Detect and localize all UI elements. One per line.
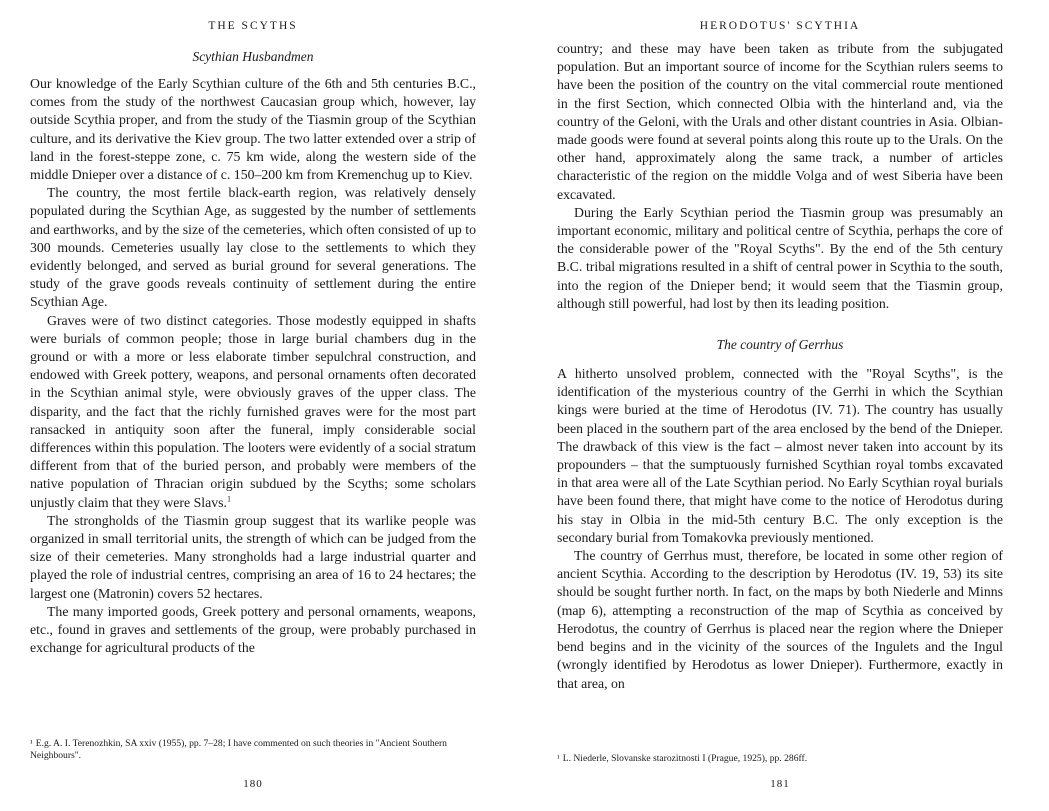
page-body [557,40,1003,693]
page-number: 181 [770,778,790,790]
paragraph: The strongholds of the Tiasmin group suggest that its warlike people was organized in small territorial units, the strength of which can be judged from the size of their cemeteries. Many strongholds had a large industrial quarter and played the role of industrial centres, comprising an area of 16 to 24 hectares; the largest one (Matronin) covers 52 hectares. [30,512,476,601]
paragraph: country; and these may have been taken as tribute from the subjugated population. But an important source of income for the Scythian rulers seems to have been the position of the country on the vital commercial route mentioned in the first Section, which connected Olbia with the hinterland and, via the country of the Geloni, with the Urals and other distant countries in Asia. Olbian-made goods were found at several points along this route up to the Urals. On the other hand, approximately along the same track, a number of articles characteristic of the region on the middle Volga and of west Siberia have been excavated. [557,41,1003,202]
paragraph: The country of Gerrhus must, therefore, be located in some other region of ancient Scythia. According to the description by Herodotus (IV. 19, 53) its site should be sought further north. In fact, on the maps by both Niederle and Minns (map 6), attempting a reconstruction of the map of Scythia as conceived by Herodotus, the country of Gerrhus is placed near the region where the Dnieper bend begins and in the vicinity of the sources of the Ingulets and the Ingul (wrongly identified by Herodotus as lower Dnieper). Furthermore, exactly in that area, on [557,548,1003,691]
page-body [30,49,476,658]
paragraph: During the Early Scythian period the Tiasmin group was presumably an important economic, military and political centre of Scythia, perhaps the core of the considerable power of the "Royal Scyths". By the end of the 5th century B.C. tribal migrations resulted in a shift of central power in Scythia to the south, into the region of the Dnieper bend; it would seem that the Tiasmin group, although still powerful, had lost by then its leading position. [557,204,1003,311]
section-title: Scythian Husbandmen [192,49,314,64]
footnote-mark: ¹ [30,738,33,748]
footnote-marker: 1 [226,494,231,504]
footnote [557,752,1003,765]
section-title: The country of Gerrhus [716,337,844,353]
left-page [30,0,476,811]
footnote [30,737,476,762]
paragraph-text: Graves were of two distinct categories. Those modestly equipped in shafts were burials of common people; those in large burial chambers dug in the ground or with a more or less elaborate timber sepulchral construction, and endowed with Greek pottery, weapons, and personal ornaments often decorated in the Scythian animal style, were obviously graves of the upper class. The disparity, and the fact that the richly furnished graves were for the most part ransacked in antiquity soon after the funeral, imply considerable social differences within this population. The looters were evidently of a social stratum different from that of the buried person, and probably were members of the native population of Thracian origin subdued by the Scyths; some scholars unjustly claim that they were Slavs. [30,312,476,510]
footnote-mark: ¹ [557,753,560,763]
right-page [557,0,1003,811]
footnote-text: L. Niederle, Slovanske starozitnosti I (Prague, 1925), pp. 286ff. [562,753,808,764]
footnote-text: E.g. A. I. Terenozhkin, SA xxiv (1955), pp. 7–28; I have commented on such theories in "Ancient Southern Neighbours". [30,738,447,761]
running-head: HERODOTUS' SCYTHIA [699,20,861,32]
paragraph: A hitherto unsolved problem, connected with the "Royal Scyths", is the identification of the mysterious country of the Gerrhi in which the Scythian kings were buried at the time of Herodotus (IV. 71). The country has usually been placed in the southern part of the area enclosed by the bend of the Dnieper. The drawback of this view is the fact – almost never taken into account by its propounders – that the sumptuously furnished Scythian royal tombs excavated in that area were all of the Late Scythian period. No Early Scythian royal burials have been found there, that might have come to the notice of Herodotus during his stay in Olbia in the mid-5th century B.C. The only exception is the secondary burial from Tomakovka previously mentioned. [557,366,1003,545]
page-number: 180 [243,778,263,790]
running-head: THE SCYTHS [208,20,298,32]
paragraph: Our knowledge of the Early Scythian culture of the 6th and 5th centuries B.C., comes from the study of the northwest Caucasian group which, however, lay outside Scythia proper, and from the study of the Tiasmin group of the Scythian culture, and its derivative the Kiev group. The two latter extended over a strip of land in the forest-steppe zone, c. 75 km wide, along the western side of the middle Dnieper over a distance of c. 150–200 km from Kremenchug up to Kiev. [30,76,476,183]
paragraph: The many imported goods, Greek pottery and personal ornaments, weapons, etc., found in graves and settlements of the group, were probably purchased in exchange for agricultural products of the [30,603,476,656]
paragraph [30,312,476,512]
paragraph: The country, the most fertile black-earth region, was relatively densely populated during the Scythian Age, as suggested by the number of settlements and earthworks, and by the size of the cemeteries, which often consisted of up to 300 mounds. Cemeteries usually lay close to the settlements to which they evidently belonged, and served as burial ground for several generations. The study of the grave goods reveals continuity of settlement during the entire Scythian Age. [30,185,476,310]
